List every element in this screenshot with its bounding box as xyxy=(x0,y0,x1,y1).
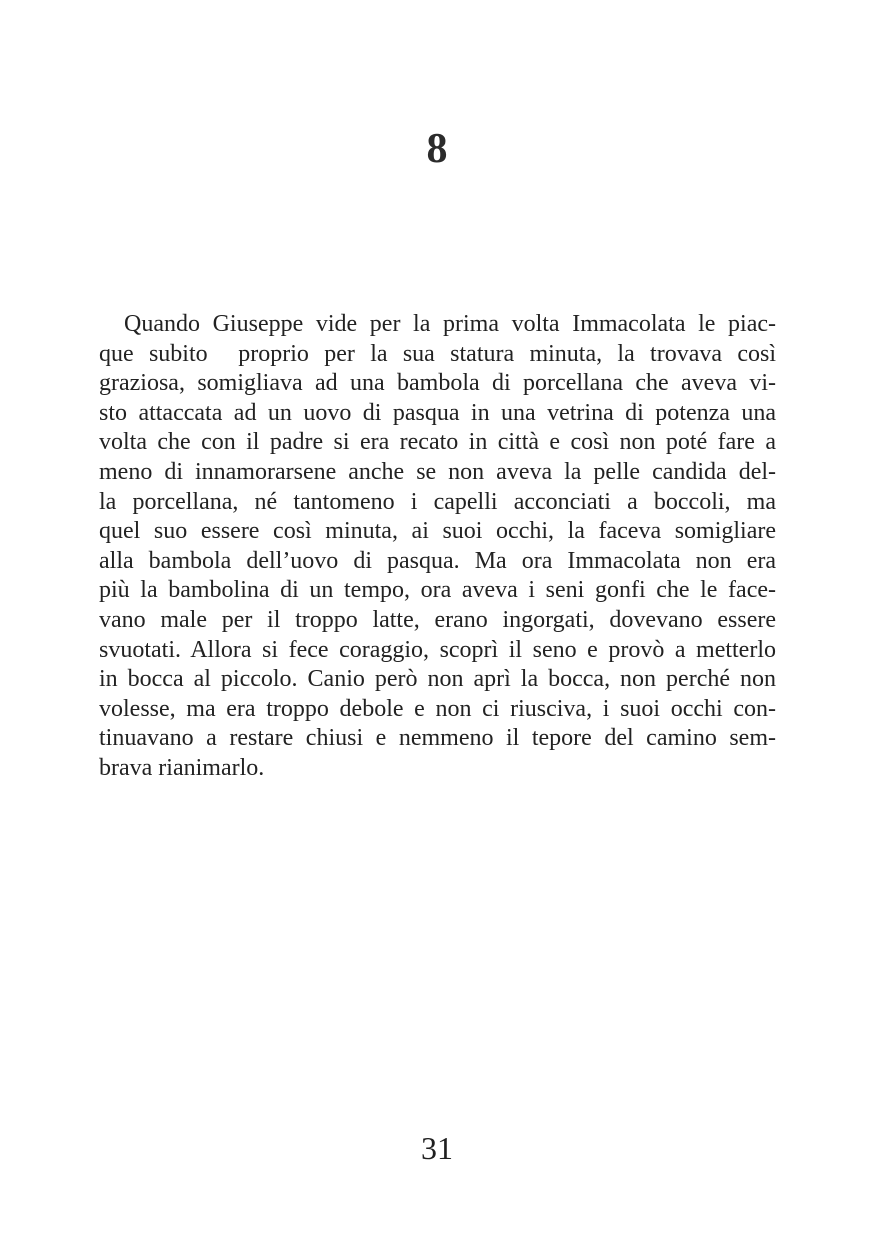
text-line: quel suo essere così minuta, ai suoi occhi, la faceva somigliare xyxy=(99,518,776,545)
chapter-heading: 8 xyxy=(426,126,448,172)
text-line: brava rianimarlo. xyxy=(99,754,265,781)
body-paragraph xyxy=(99,310,776,784)
text-line: più la bambolina di un tempo, ora aveva i seni gonfi che le face- xyxy=(99,577,776,604)
text-line: vano male per il troppo latte, erano ingorgati, dovevano essere xyxy=(99,606,776,633)
text-line: graziosa, somigliava ad una bambola di porcellana che aveva vi- xyxy=(99,370,776,397)
text-line: la porcellana, né tantomeno i capelli acconciati a boccoli, ma xyxy=(99,488,776,515)
text-line: alla bambola dell’uovo di pasqua. Ma ora Immacolata non era xyxy=(99,547,776,574)
page-number: 31 xyxy=(421,1130,453,1166)
text-line: que subito proprio per la sua statura minuta, la trovava così xyxy=(99,340,776,367)
text-line: tinuavano a restare chiusi e nemmeno il tepore del camino sem- xyxy=(99,725,776,752)
text-line: volesse, ma era troppo debole e non ci riusciva, i suoi occhi con- xyxy=(99,695,776,722)
text-line: sto attaccata ad un uovo di pasqua in una vetrina di potenza una xyxy=(99,399,776,426)
text-line: meno di innamorarsene anche se non aveva la pelle candida del- xyxy=(99,458,776,485)
text-line: Quando Giuseppe vide per la prima volta Immacolata le piac- xyxy=(124,311,776,337)
text-line: volta che con il padre si era recato in città e così non poté fare a xyxy=(99,429,776,456)
text-line: svuotati. Allora si fece coraggio, scoprì il seno e provò a metterlo xyxy=(99,636,776,663)
text-line: in bocca al piccolo. Canio però non aprì la bocca, non perché non xyxy=(99,666,776,693)
